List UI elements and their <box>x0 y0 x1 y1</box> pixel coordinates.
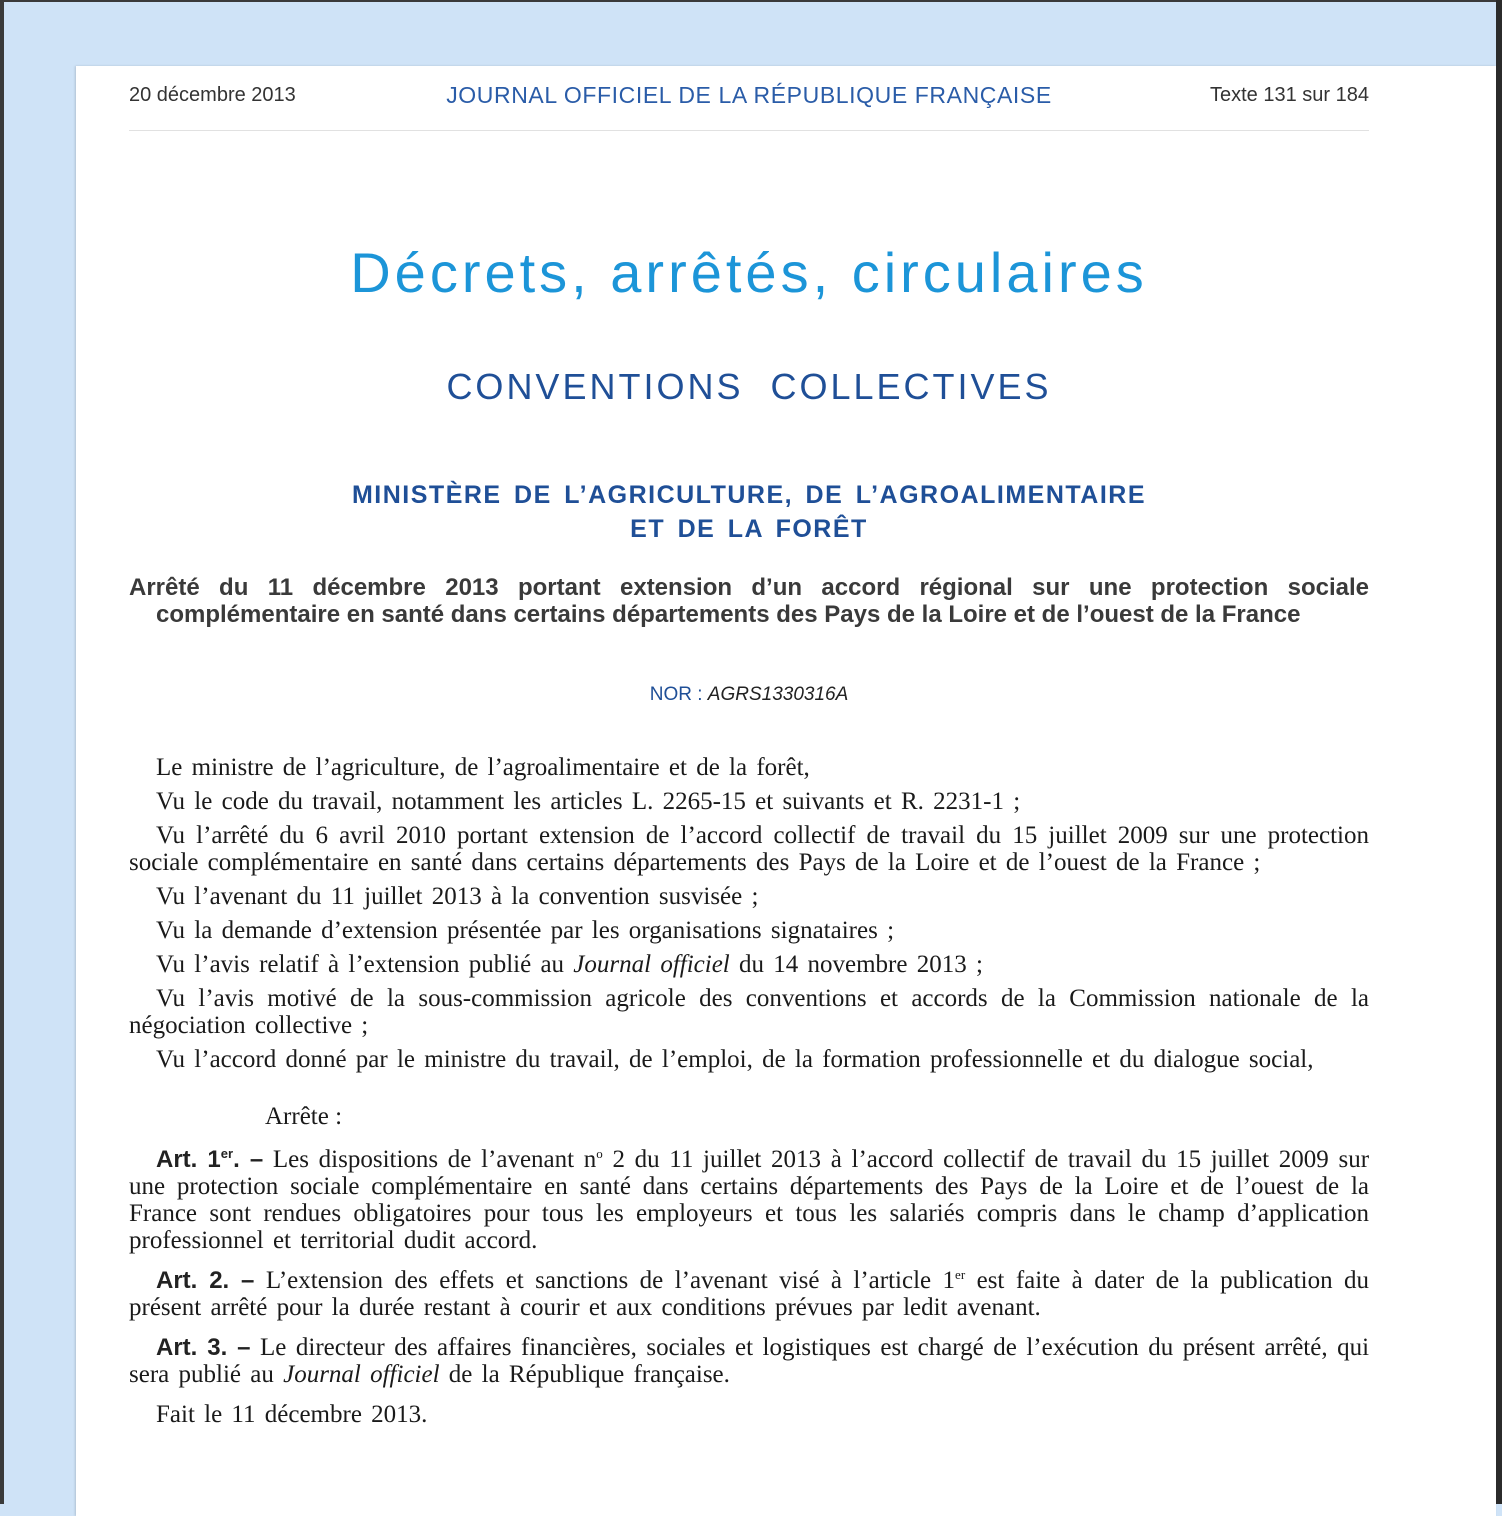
nor-reference <box>129 684 1369 706</box>
document-page <box>76 66 1496 1516</box>
article-1-label <box>156 1146 263 1173</box>
article-3-text: Le directeur des affaires financières, sociales et logistiques est chargé de l’exécution du présent arrêté, qui sera publié au <box>129 1334 1370 1388</box>
article-2-text-rest: est faite à dater de la publication du présent arrêté pour la durée restant à courir et aux conditions prévues par ledit avenant. <box>129 1267 1370 1321</box>
visa-paragraph: Vu l’accord donné par le ministre du travail, de l’emploi, de la formation professionnelle et du dialogue social, <box>156 1046 1314 1073</box>
article-label-sup: er <box>220 1146 234 1161</box>
nor-code: AGRS1330316A <box>707 684 849 705</box>
journal-officiel-italic: Journal officiel <box>573 951 730 978</box>
visa-text: Vu l’avis relatif à l’extension publié au <box>156 951 565 978</box>
arrete-heading: Arrête : <box>265 1103 343 1130</box>
article-label-dash: . – <box>233 1146 264 1173</box>
visa-paragraph: Vu l’avis motivé de la sous-commission agricole des conventions et accords de la Commission nationale de la négociation collective ; <box>129 985 1369 1039</box>
rubrique-title: CONVENTIONS COLLECTIVES <box>446 366 1052 407</box>
viewer-left-edge <box>0 0 4 1504</box>
article-3-label: Art. 3. – <box>156 1334 251 1361</box>
article-3 <box>129 1334 1369 1388</box>
viewer-scrollbar-track[interactable] <box>1496 0 1502 1504</box>
signature-date: Fait le 11 décembre 2013. <box>156 1401 428 1428</box>
article-2 <box>129 1267 1369 1321</box>
page-header <box>129 66 1369 131</box>
article-1 <box>129 1146 1369 1254</box>
article-3-text-rest: de la République française. <box>448 1361 730 1388</box>
visa-paragraph: Vu le code du travail, notamment les articles L. 2265-15 et suivants et R. 2231-1 ; <box>156 788 1021 815</box>
header-text-number: Texte 131 sur 184 <box>1210 84 1369 106</box>
article-1-text-rest: 2 du 11 juillet 2013 à l’accord collectif de travail du 15 juillet 2009 sur une protection sociale complémentaire en santé dans certains départements des Pays de la Loire et de l’ouest de la France sont rendues obligatoires pour tous les employeurs et tous les salariés compris dans le champ d’application professionnel et territorial dudit accord. <box>129 1146 1370 1254</box>
header-journal-title: JOURNAL OFFICIEL DE LA RÉPUBLIQUE FRANÇAISE <box>446 82 1052 108</box>
visa-paragraph <box>129 951 1369 978</box>
numero-sup: o <box>596 1146 603 1161</box>
viewer-top-edge <box>0 0 1496 2</box>
page-content <box>129 66 1370 1428</box>
article-2-text: L’extension des effets et sanctions de l’avenant visé à l’article 1 <box>265 1267 956 1294</box>
section-title: Décrets, arrêtés, circulaires <box>350 241 1148 304</box>
visa-paragraph: Vu l’arrêté du 6 avril 2010 portant extension de l’accord collectif de travail du 15 juillet 2009 sur une protection sociale complémentaire en santé dans certains départements des Pays de la Loire et de l’ouest de la France ; <box>129 822 1369 876</box>
article-1-text: Les dispositions de l’avenant n <box>272 1146 597 1173</box>
visa-paragraph: Vu l’avenant du 11 juillet 2013 à la convention susvisée ; <box>156 883 759 910</box>
visa-paragraph: Le ministre de l’agriculture, de l’agroalimentaire et de la forêt, <box>156 754 810 781</box>
ministry-line-1: MINISTÈRE DE L’AGRICULTURE, DE L’AGROALIMENTAIRE <box>351 481 1147 509</box>
ministry-line-2: ET DE LA FORÊT <box>630 515 868 543</box>
ministry-name <box>129 478 1369 546</box>
article-2-label: Art. 2. – <box>156 1267 255 1294</box>
decree-title: Arrêté du 11 décembre 2013 portant extension d’un accord régional sur une protection sociale complémentaire en santé dans certains départements des Pays de la Loire et de l’ouest de la France <box>129 574 1369 628</box>
visa-paragraph: Vu la demande d’extension présentée par les organisations signataires ; <box>156 917 895 944</box>
article-label-text: Art. 1 <box>156 1146 221 1173</box>
journal-officiel-italic: Journal officiel <box>283 1361 440 1388</box>
nor-label: NOR : <box>649 684 703 705</box>
header-date: 20 décembre 2013 <box>129 84 296 106</box>
visa-text: du 14 novembre 2013 ; <box>739 951 983 978</box>
article-ref-sup: er <box>955 1267 966 1282</box>
decree-body <box>129 754 1369 1428</box>
